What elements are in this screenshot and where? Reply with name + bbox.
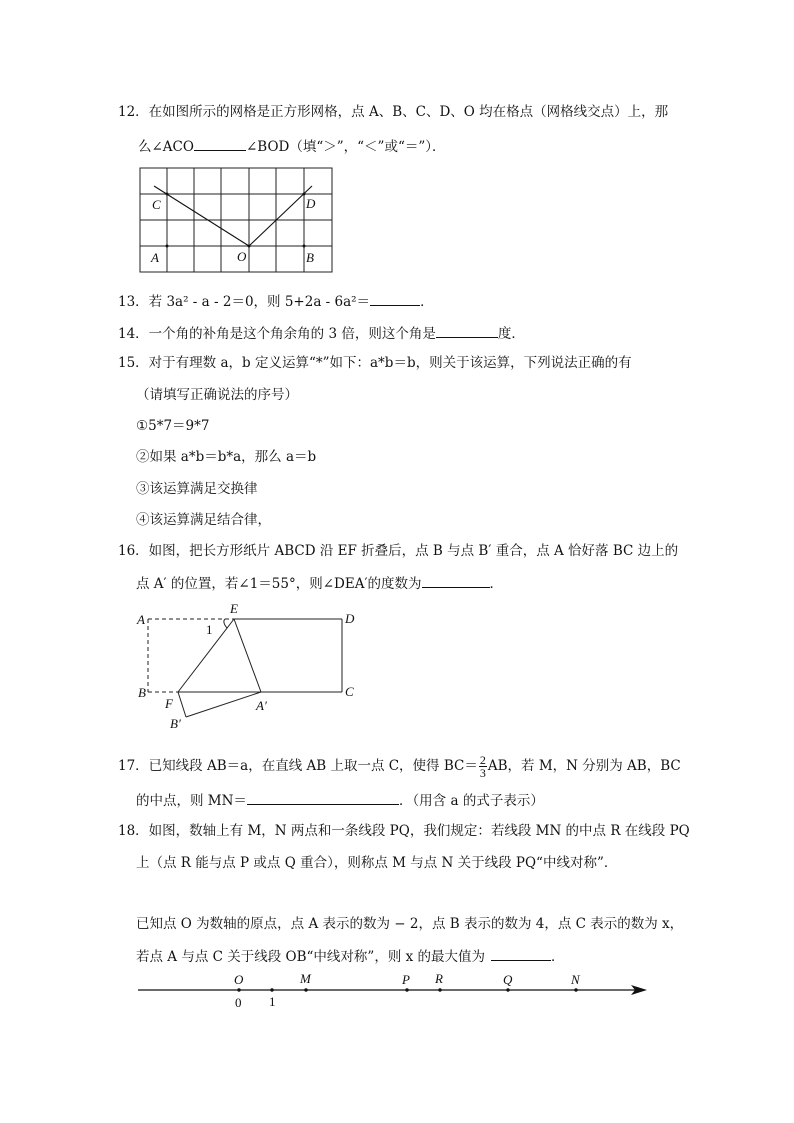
q18-line4 [136, 946, 565, 966]
fig16-label-a-prime: A′ [256, 698, 267, 713]
q12-line2-pre: 么∠ACO [138, 139, 194, 155]
angle-lines [154, 186, 312, 246]
axis-tick-1: 1 [269, 994, 276, 1009]
q16-fold-figure [130, 600, 370, 735]
q16-line2-post: ． [489, 576, 504, 592]
fig16-label-a: A [137, 612, 145, 627]
q13-answer-blank[interactable] [370, 291, 420, 306]
axis-label-r: R [435, 971, 443, 986]
axis-label-m: M [300, 971, 311, 986]
q16-line2 [136, 573, 503, 593]
label-o: O [237, 249, 247, 264]
label-d: D [306, 196, 316, 211]
q17-line2-post: ．（用含 a 的式子表示） [398, 793, 544, 809]
q13-line [118, 291, 434, 311]
label-a: A [151, 250, 159, 265]
q12-line1: 12．在如图所示的网格是正方形网格，点 A、B、C、D、O 均在格点（网格线交点）上，那 [118, 104, 669, 120]
q15-line2: （请填写正确说法的序号） [136, 387, 298, 403]
q16-line1: 16．如图，把长方形纸片 ABCD 沿 EF 折叠后，点 B 与点 B′ 重合，点 A 恰好落 BC 边上的 [118, 543, 679, 559]
q16-line2-pre: 点 A′ 的位置，若∠1＝55°，则∠DEA′的度数为 [136, 576, 422, 592]
q12-line2-post: ∠BOD（填“＞”，“＜”或“＝”）． [245, 139, 446, 155]
fig16-label-c: C [345, 684, 354, 699]
label-b: B [306, 250, 314, 265]
q13-pre: 13．若 3a² - a - 2＝0，则 5+2a - 6a²＝ [118, 294, 371, 310]
q18-line4-post: ． [551, 949, 565, 965]
axis-label-q: Q [503, 972, 513, 987]
q18-line4-pre: 若点 A 与点 C 关于线段 OB“中线对称”，则 x 的最大值为 [136, 949, 486, 965]
q18-line3: 已知点 O 为数轴的原点，点 A 表示的数为 − 2，点 B 表示的数为 4，点 C 表示的数为 x， [136, 916, 684, 932]
q17-line1 [118, 752, 681, 780]
fig16-label-b-prime: B′ [170, 716, 181, 731]
fold-rectangle [148, 619, 342, 717]
fig16-label-e: E [230, 601, 238, 616]
q17-answer-blank[interactable] [247, 790, 399, 805]
label-c: C [152, 197, 161, 212]
q16-answer-blank[interactable] [422, 573, 490, 588]
q12-grid-figure [136, 165, 336, 277]
fig16-label-angle1: 1 [206, 622, 213, 637]
q17-line1-pre: 17．已知线段 AB＝a，在直线 AB 上取一点 C，使得 BC＝ [118, 758, 478, 774]
fig16-label-f: F [165, 696, 173, 711]
q14-post: 度． [497, 326, 525, 342]
q15-item-1: ①5*7＝9*7 [136, 418, 210, 434]
q12-answer-blank[interactable] [194, 136, 246, 151]
q18-answer-blank[interactable] [491, 946, 551, 961]
q14-line [118, 323, 525, 343]
q12-line2 [138, 136, 446, 156]
grid-lines [140, 168, 332, 272]
q18-line1: 18．如图，数轴上有 M，N 两点和一条线段 PQ，我们规定：若线段 MN 的中点 R 在线段 PQ [118, 823, 690, 839]
fig16-label-d: D [345, 611, 355, 626]
q17-line1-post: AB，若 M，N 分别为 AB，BC [487, 758, 681, 774]
q17-frac-den: 3 [479, 766, 486, 780]
q14-pre: 14．一个角的补角是这个角余角的 3 倍，则这个角是 [118, 326, 436, 342]
number-line [135, 968, 655, 1012]
axis-label-n: N [571, 972, 580, 987]
axis-label-p: P [402, 972, 410, 987]
q17-fraction [479, 754, 487, 779]
q18-line2: 上（点 R 能与点 P 或点 Q 重合），则称点 M 与点 N 关于线段 PQ“中线对称”． [136, 855, 618, 871]
axis-tick-0: 0 [235, 995, 242, 1010]
axis-label-o: O [234, 972, 244, 987]
q15-item-3: ③该运算满足交换律 [136, 481, 258, 497]
q17-line2 [136, 790, 544, 810]
q17-frac-num: 2 [479, 753, 486, 767]
q15-line1: 15．对于有理数 a，b 定义运算“*”如下：a*b＝b，则关于该运算，下列说法正确的有 [118, 355, 632, 371]
q13-post: ． [420, 294, 434, 310]
q15-item-2: ②如果 a*b＝b*a，那么 a＝b [136, 449, 317, 465]
q17-line2-pre: 的中点，则 MN＝ [136, 793, 247, 809]
q15-item-4: ④该运算满足结合律， [136, 512, 271, 528]
fig16-label-b: B [138, 685, 146, 700]
q14-answer-blank[interactable] [436, 323, 498, 338]
